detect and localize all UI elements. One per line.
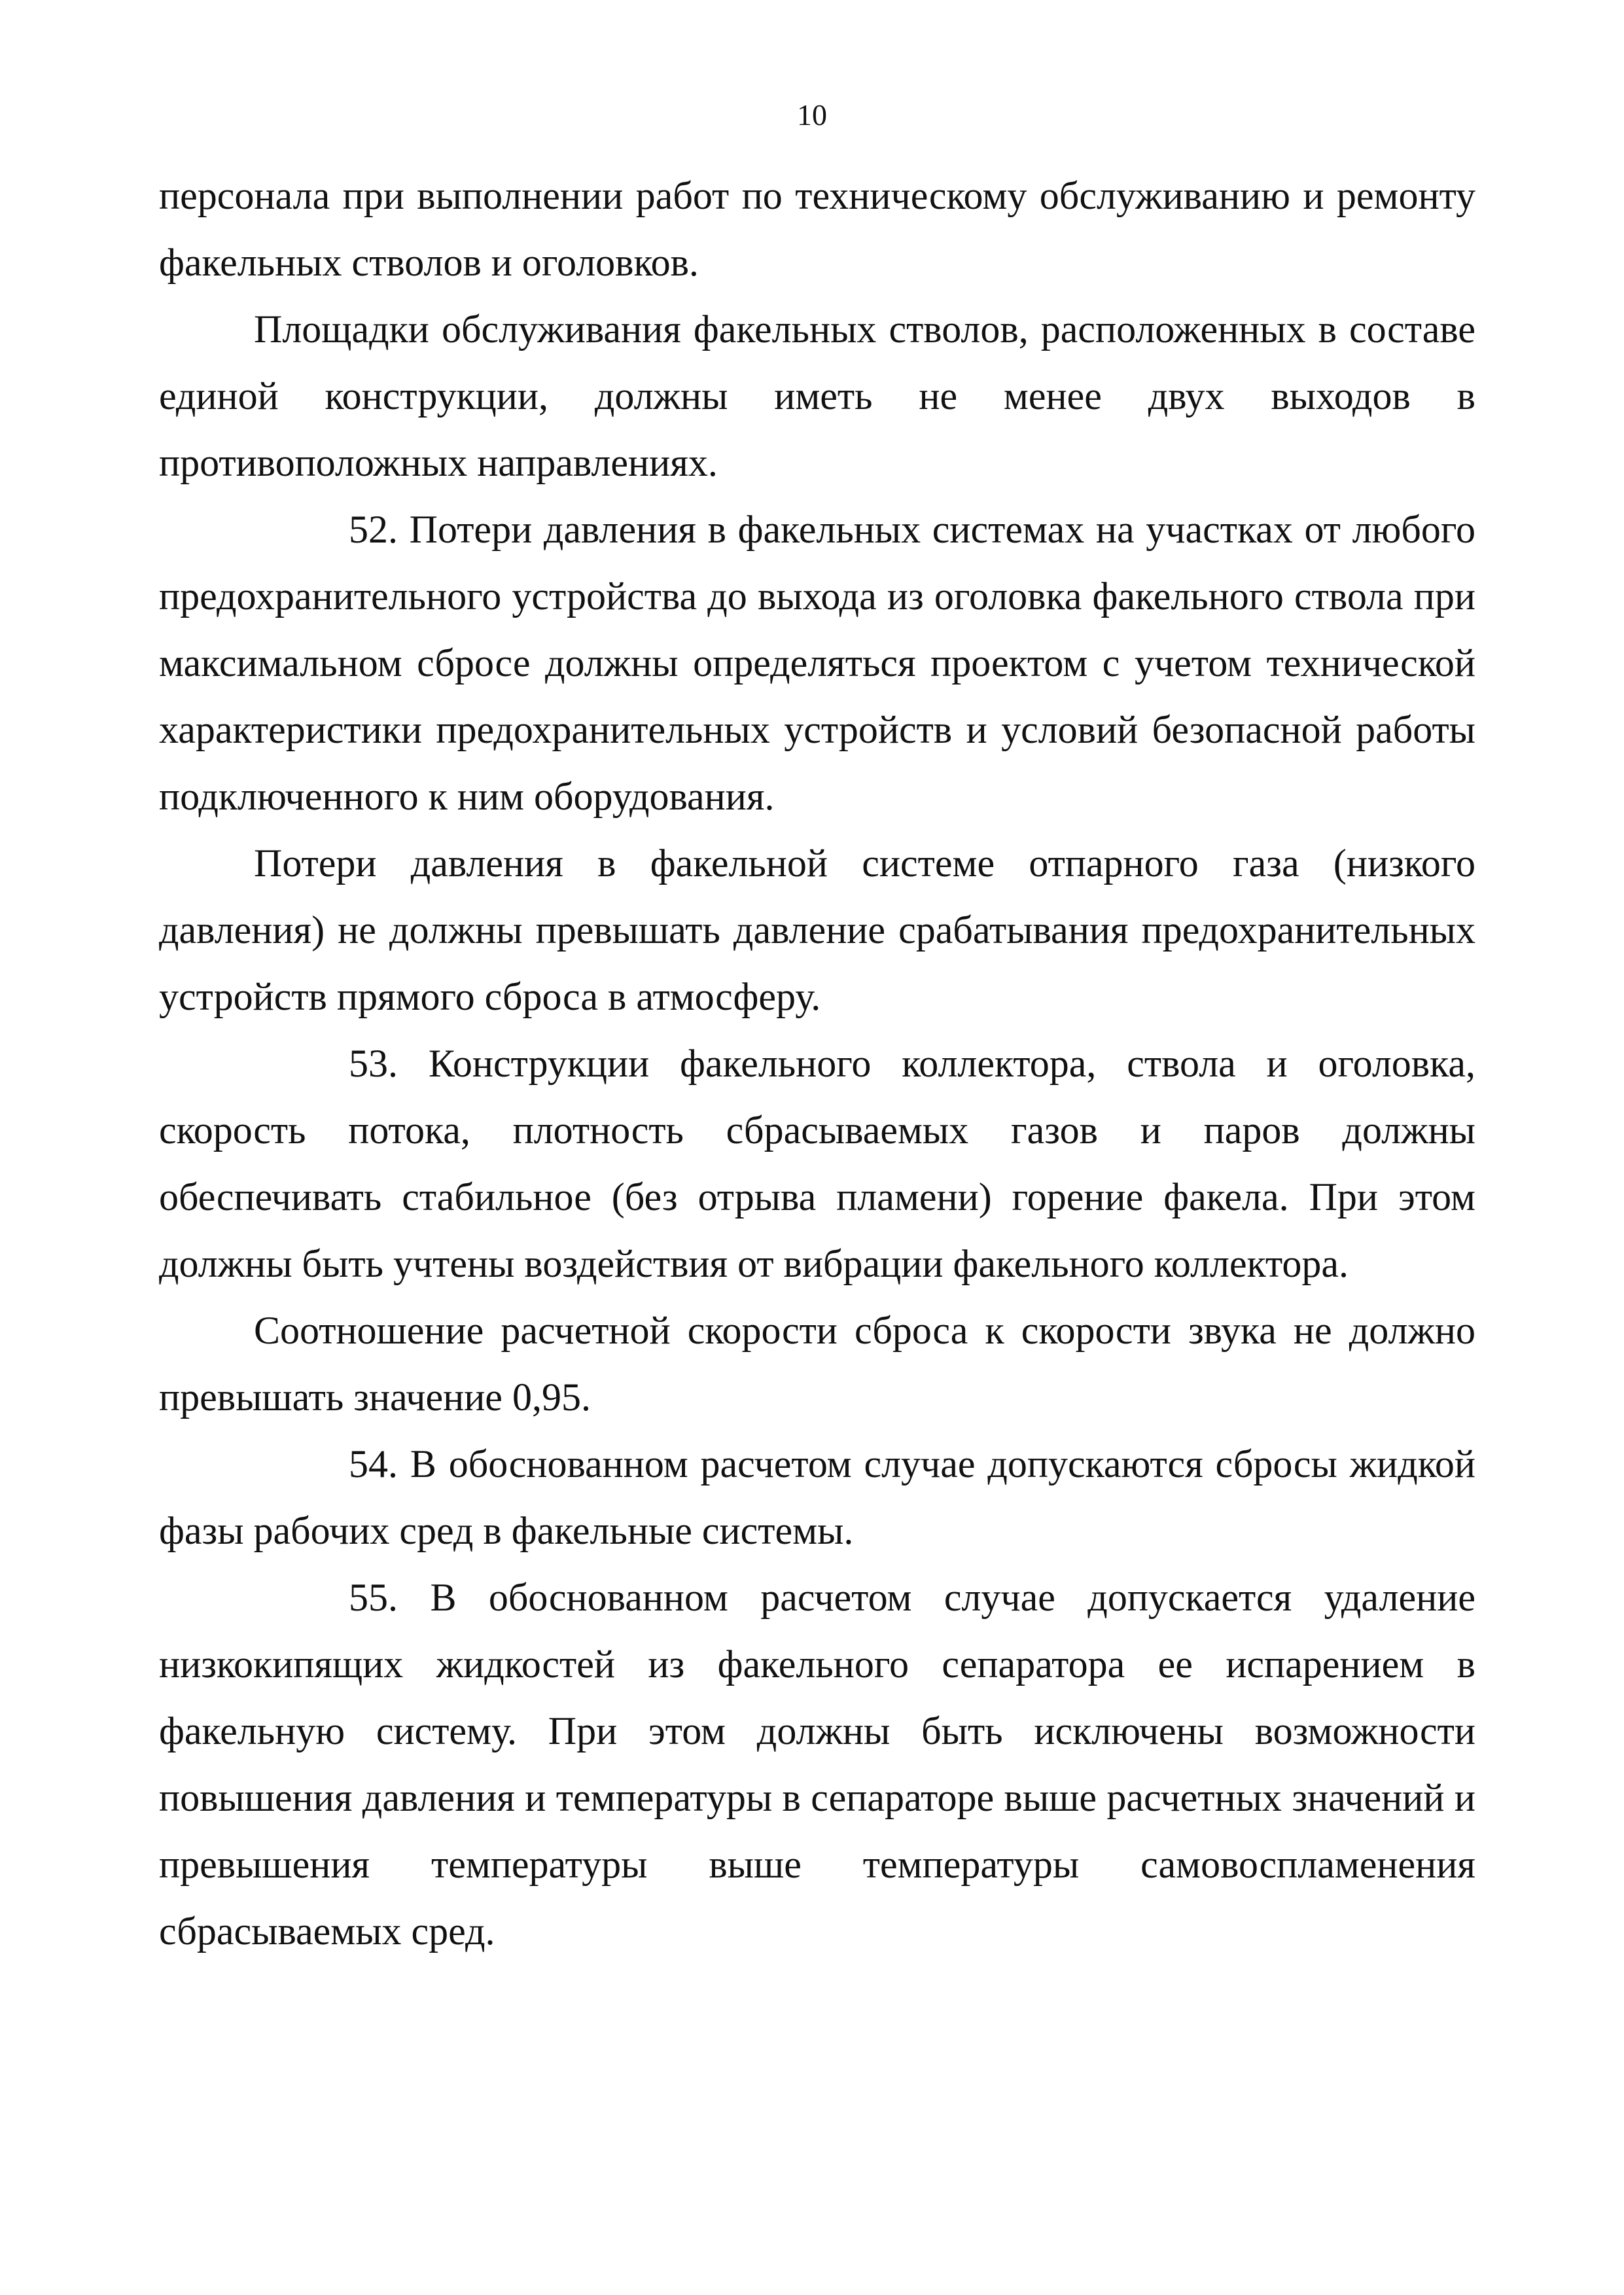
paragraph (159, 296, 1475, 496)
paragraph-text: В обоснованном расчетом случае допускается удаление низкокипящих жидкостей из факельного сепаратора ее испарением в факельную систему. При этом должны быть исключены возможности повышения давления и температуры в сепараторе выше расчетных значений и превышения температуры выше температуры самовоспламенения сбрасываемых сред. (159, 1576, 1475, 1953)
paragraph-continuation (159, 162, 1475, 296)
paragraph-text: Потери давления в факельной системе отпарного газа (низкого давления) не должны превышать давление срабатывания предохранительных устройств прямого сброса в атмосферу. (159, 842, 1475, 1018)
paragraph-55 (159, 1564, 1475, 1965)
document-body (159, 162, 1475, 1965)
paragraph-53 (159, 1030, 1475, 1297)
paragraph-text: Потери давления в факельных системах на участках от любого предохранительного устройства до выхода из оголовка факельного ствола при максимальном сбросе должны определяться проектом с учетом технической характеристики предохранительных устройств и условий безопасной работы подключенного к ним оборудования. (159, 508, 1475, 818)
paragraph-text: Конструкции факельного коллектора, ствола и оголовка, скорость потока, плотность сбрасываемых газов и паров должны обеспечивать стабильное (без отрыва пламени) горение факела. При этом должны быть учтены воздействия от вибрации факельного коллектора. (159, 1042, 1475, 1285)
page-number: 10 (797, 98, 827, 132)
paragraph-text: Соотношение расчетной скорости сброса к скорости звука не должно превышать значение 0,95. (159, 1309, 1475, 1419)
paragraph-number: 55. (349, 1576, 398, 1619)
paragraph-text: Площадки обслуживания факельных стволов, расположенных в составе единой конструкции, должны иметь не менее двух выходов в противоположных направлениях. (159, 308, 1475, 484)
paragraph-number: 52. (349, 508, 398, 551)
paragraph-text: В обоснованном расчетом случае допускаются сбросы жидкой фазы рабочих сред в факельные системы. (159, 1442, 1475, 1552)
paragraph (159, 830, 1475, 1030)
paragraph (159, 1297, 1475, 1431)
paragraph-52 (159, 496, 1475, 830)
paragraph-number: 53. (349, 1042, 398, 1085)
paragraph-number: 54. (349, 1442, 398, 1486)
paragraph-54 (159, 1431, 1475, 1564)
paragraph-text: персонала при выполнении работ по техническому обслуживанию и ремонту факельных стволов и оголовков. (159, 174, 1475, 284)
